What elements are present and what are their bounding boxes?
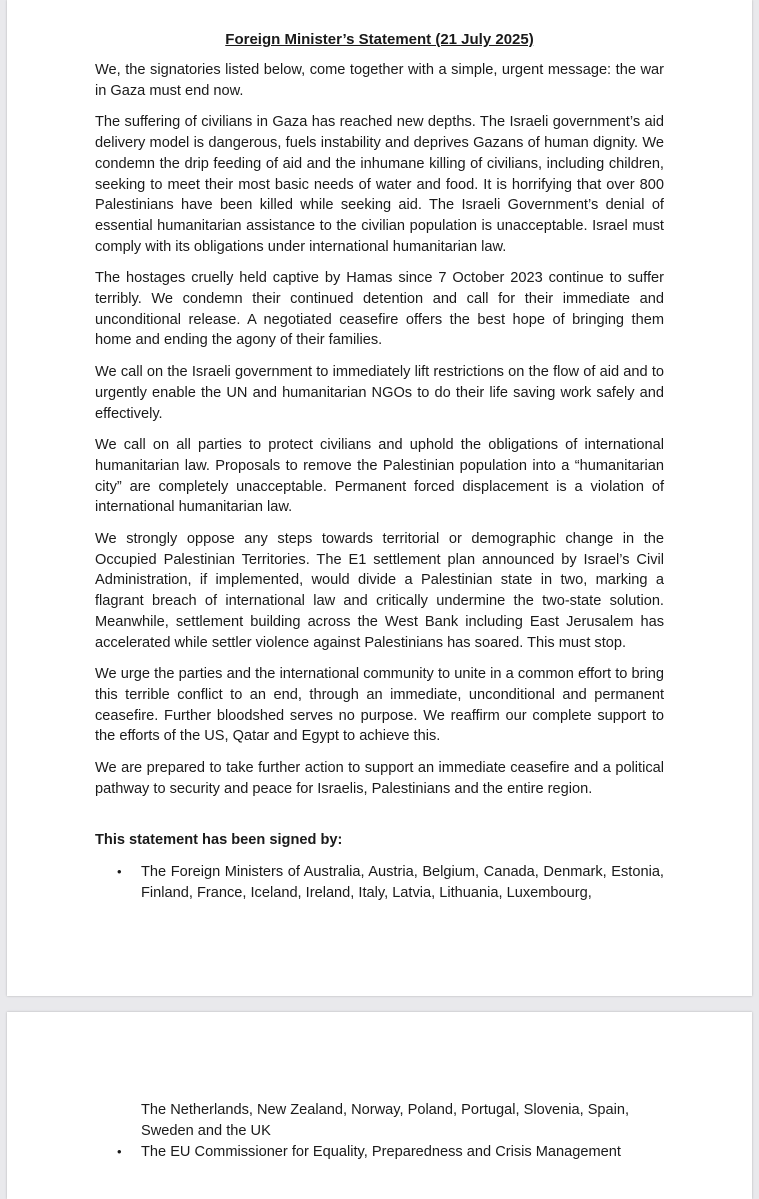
document-page-1 [7, 0, 752, 996]
list-item [95, 1142, 664, 1163]
signatories-list-continued [95, 1142, 664, 1163]
statement-body [95, 60, 664, 811]
paragraph: We are prepared to take further action to support an immediate ceasefire and a political pathway to security and peace for Israelis, Palestinians and the entire region. [95, 760, 664, 797]
bullet-icon: • [117, 864, 122, 879]
paragraph: We call on the Israeli government to immediately lift restrictions on the flow of aid and to urgently enable the UN and humanitarian NGOs to do their life saving work safely and effectively. [95, 364, 664, 422]
paragraph: The hostages cruelly held captive by Hamas since 7 October 2023 continue to suffer terribly. We condemn their continued detention and call for their immediate and unconditional release. A negotiated ceasefire offers the best hope of bringing them home and ending the agony of their families. [95, 270, 664, 349]
signatory-continuation-text: The Netherlands, New Zealand, Norway, Poland, Portugal, Slovenia, Spain, Sweden and the UK [141, 1102, 630, 1139]
bullet-icon: • [117, 1144, 122, 1159]
signatories-list [95, 862, 664, 903]
paragraph: We strongly oppose any steps towards territorial or demographic change in the Occupied Palestinian Territories. The E1 settlement plan announced by Israel’s Civil Administration, if implemented, would divide a Palestinian state in two, marking a flagrant breach of international law and critically undermine the two-state solution. Meanwhile, settlement building across the West Bank including East Jerusalem has accelerated while settler violence against Palestinians has soared. This must stop. [95, 531, 664, 651]
signatory-text: The EU Commissioner for Equality, Preparedness and Crisis Management [141, 1144, 621, 1160]
document-page-2 [7, 1012, 752, 1199]
paragraph: We, the signatories listed below, come together with a simple, urgent message: the war in Gaza must end now. [95, 62, 664, 99]
signatories-heading: This statement has been signed by: [95, 832, 343, 848]
paragraph: We call on all parties to protect civilians and uphold the obligations of international humanitarian law. Proposals to remove the Palestinian population into a “humanitarian city” are completely unacceptable. Permanent forced displacement is a violation of international humanitarian law. [95, 437, 664, 516]
signatory-text: The Foreign Ministers of Australia, Austria, Belgium, Canada, Denmark, Estonia, Finland, France, Iceland, Ireland, Italy, Latvia, Lithuania, Luxembourg, [141, 864, 664, 901]
list-item [95, 862, 664, 903]
paragraph: The suffering of civilians in Gaza has reached new depths. The Israeli government’s aid delivery model is dangerous, fuels instability and deprives Gazans of human dignity. We condemn the drip feeding of aid and the inhumane killing of civilians, including children, seeking to meet their most basic needs of water and food. It is horrifying that over 800 Palestinians have been killed while seeking aid. The Israeli Government’s denial of essential humanitarian assistance to the civilian population is unacceptable. Israel must comply with its obligations under international humanitarian law. [95, 114, 664, 255]
document-title: Foreign Minister’s Statement (21 July 2025) [225, 31, 534, 48]
paragraph: We urge the parties and the international community to unite in a common effort to bring this terrible conflict to an end, through an immediate, unconditional and permanent ceasefire. Further bloodshed serves no purpose. We reaffirm our complete support to the efforts of the US, Qatar and Egypt to achieve this. [95, 666, 664, 745]
